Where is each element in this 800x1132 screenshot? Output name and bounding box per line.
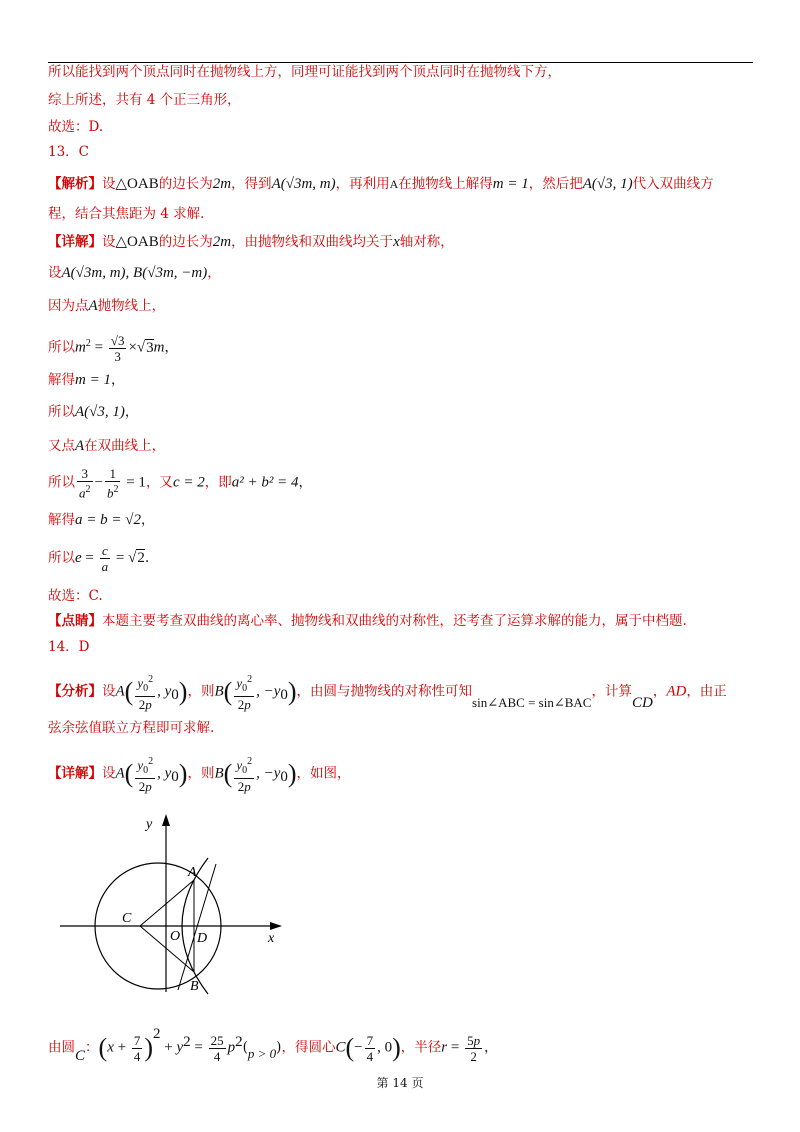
x-axis-arrow [270,922,282,930]
tangent-line [178,864,216,990]
y-axis-arrow [162,814,170,826]
circle-parabola-figure [60,812,300,1002]
math-m-eq-1: m = 1 [492,176,529,192]
math-2m: 2m [212,176,232,192]
detail-13-line-5: 解得m = 1， [48,372,125,388]
math-triangle: △OAB [115,176,159,192]
detail-13-line-7: 又点A在双曲线上， [48,438,166,454]
math-point-a: A(√3m, m) [271,176,336,192]
label-d: D [197,931,208,946]
detail-13-line-2: 设A(√3m, m), B(√3m, −m)， [48,265,221,281]
segment-ca [140,880,194,926]
detail-14-circle-line: 由圆C：(x + $\frac{7}{4}$ )$^2 + y^2$ = $\frac{25}{4}$ $p^2(p > 0)$，得圆心C(− $\frac{7}{4}$ , 0)，半径r = $\frac{5p}{2}$ ， [48,1026,498,1064]
analysis-tag-14: 【分析】 [48,683,102,700]
analysis-14-line-2: 弦余弦值联立方程即可求解. [48,720,215,736]
math-points-ab: A(√3m, m), B(√3m, −m) [61,265,208,281]
detail-13-line-6: 所以A(√3, 1)， [48,404,139,420]
detail-tag: 【详解】 [48,234,102,250]
comment-tag: 【点睛】 [48,613,102,629]
label-a: A [188,865,197,880]
analysis-13-line-2: 程，结合其焦距为 4 求解. [48,206,205,222]
page-footer: 第 14 页 [376,1076,424,1090]
math-a2-b2: a² + b² = 4 [231,474,299,491]
label-c: C [122,911,132,926]
comment-13: 【点睛】本题主要考查双曲线的离心率、抛物线和双曲线的对称性，还考查了运算求解的能力，属于中档题. [48,613,687,629]
math-cd: CD [631,695,653,712]
analysis-tag: 【解析】 [48,176,102,192]
detail-13-line-3: 因为点A抛物线上， [48,298,166,314]
text-line-1: 所以能找到两个顶点同时在抛物线上方，同理可证能找到两个顶点同时在抛物线下方， [48,64,561,80]
fraction-sqrt3-over-3: $\frac{√3}{3}$ [110,332,125,364]
analysis-14-line-1: 【分析】设A( $\frac{y_0^2}{2p}$ , $y_0$)，则B( $\frac{y_0^2}{2p}$ , $-y_0$)，由圆与抛物线的对称性可知sin∠ABC = sin∠BAC，计算CD，AD，由正 [48,674,727,712]
label-x: x [268,931,275,946]
question-13-answer: 13．C [48,144,90,160]
text-line-3: 故选：D. [48,119,104,135]
question-14-answer: 14．D [48,639,90,655]
math-c-eq-2: c = 2 [172,474,205,491]
detail-13-line-1: 【详解】设△OAB的边长为2m，由抛物线和双曲线均关于x轴对称， [48,234,454,250]
math-a-letter: A [389,177,399,191]
math-sin-eq: sin∠ABC = sin∠BAC [472,695,592,711]
detail-13-line-11: 故选：C. [48,588,103,604]
math-p-positive: p > 0 [247,1045,277,1061]
detail-tag-14: 【详解】 [48,765,102,782]
math-x: x [393,234,400,250]
analysis-13-line-1: 【解析】设△OAB的边长为2m，得到A(√3m, m)，再利用A在抛物线上解得m = 1，然后把A(√3, 1)代入双曲线方 [48,176,714,192]
detail-13-line-10: 所以e = $\frac{c}{a}$ = √2. [48,543,150,574]
detail-13-line-8: 所以 $\frac{3}{a^2}$ − $\frac{1}{b^2}$ = 1，又c = 2，即a² + b² = 4， [48,466,312,501]
math-a-sqrt3-1: A(√3, 1) [582,176,633,192]
detail-13-line-4: 所以$m^2$ = $\frac{√3}{3}$ ×√3m， [48,332,178,364]
label-o: O [170,929,181,944]
label-b: B [190,979,199,994]
math-a-b-sqrt2: a = b = √2 [75,512,141,528]
math-ad: AD [666,683,687,700]
text-line-2: 综上所述，共有 4 个正三角形， [48,92,241,108]
detail-14-line-1: 【详解】设A( $\frac{y_0^2}{2p}$ , $y_0$)，则B( $\frac{y_0^2}{2p}$ , $-y_0$)，如图， [48,756,351,794]
label-y: y [146,817,153,832]
detail-13-line-9: 解得a = b = √2， [48,512,155,528]
